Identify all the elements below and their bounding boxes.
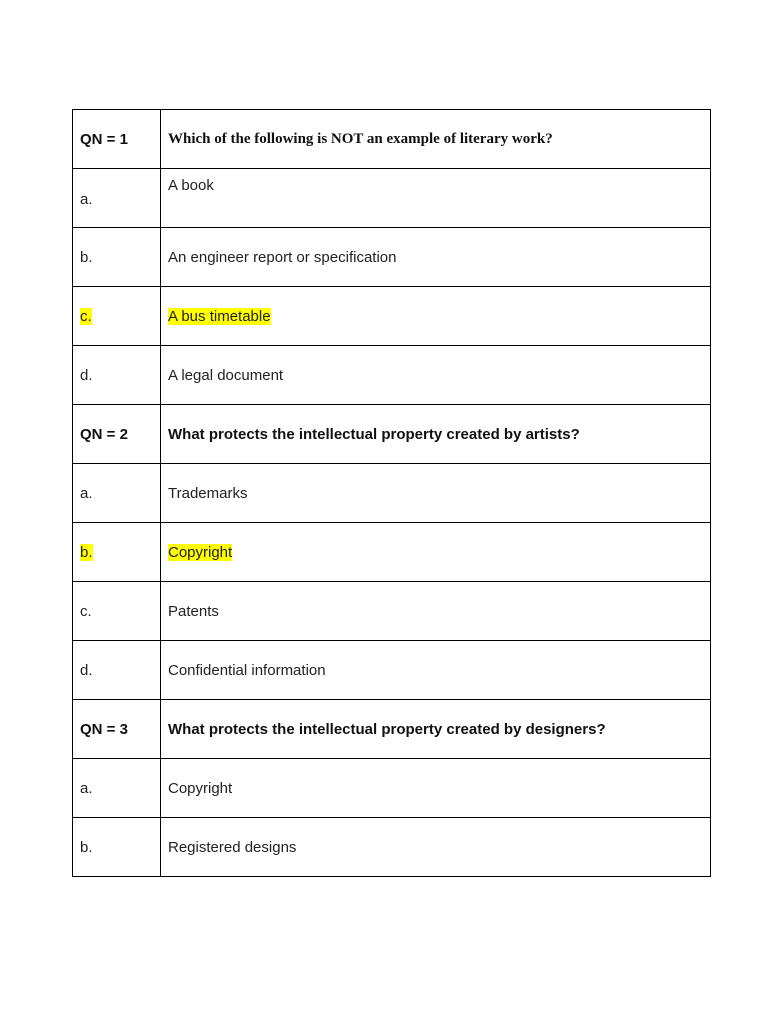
question-text: What protects the intellectual property created by artists? bbox=[168, 425, 580, 443]
option-row-correct bbox=[73, 287, 711, 346]
highlighted-answer: A bus timetable bbox=[168, 307, 271, 325]
option-letter: c. bbox=[73, 582, 161, 641]
question-text-cell bbox=[161, 405, 711, 464]
option-letter bbox=[73, 287, 161, 346]
question-number: QN = 1 bbox=[73, 110, 161, 169]
option-text: A legal document bbox=[161, 346, 711, 405]
question-row bbox=[73, 700, 711, 759]
option-letter: d. bbox=[73, 641, 161, 700]
option-row-correct bbox=[73, 523, 711, 582]
quiz-table bbox=[72, 109, 711, 877]
option-letter: b. bbox=[73, 228, 161, 287]
option-letter: b. bbox=[73, 818, 161, 877]
option-text bbox=[161, 287, 711, 346]
option-row bbox=[73, 169, 711, 228]
option-letter: a. bbox=[73, 759, 161, 818]
option-text: Trademarks bbox=[161, 464, 711, 523]
question-row bbox=[73, 110, 711, 169]
option-row bbox=[73, 818, 711, 877]
option-letter: a. bbox=[73, 169, 161, 228]
option-text bbox=[161, 523, 711, 582]
option-row bbox=[73, 641, 711, 700]
highlighted-letter: b. bbox=[80, 543, 93, 561]
highlighted-letter: c. bbox=[80, 307, 92, 325]
option-text: Copyright bbox=[161, 759, 711, 818]
option-text: An engineer report or specification bbox=[161, 228, 711, 287]
option-row bbox=[73, 582, 711, 641]
option-row bbox=[73, 759, 711, 818]
option-letter: a. bbox=[73, 464, 161, 523]
question-text: What protects the intellectual property created by designers? bbox=[168, 720, 606, 738]
question-row bbox=[73, 405, 711, 464]
option-row bbox=[73, 346, 711, 405]
question-text-cell bbox=[161, 700, 711, 759]
option-row bbox=[73, 464, 711, 523]
option-text: A book bbox=[161, 169, 711, 228]
option-text: Registered designs bbox=[161, 818, 711, 877]
option-row bbox=[73, 228, 711, 287]
option-text: Confidential information bbox=[161, 641, 711, 700]
highlighted-answer: Copyright bbox=[168, 543, 233, 561]
question-number: QN = 3 bbox=[73, 700, 161, 759]
question-number: QN = 2 bbox=[73, 405, 161, 464]
option-text: Patents bbox=[161, 582, 711, 641]
question-text: Which of the following is NOT an example of literary work? bbox=[168, 131, 553, 147]
option-letter bbox=[73, 523, 161, 582]
option-letter: d. bbox=[73, 346, 161, 405]
question-text-cell bbox=[161, 110, 711, 169]
